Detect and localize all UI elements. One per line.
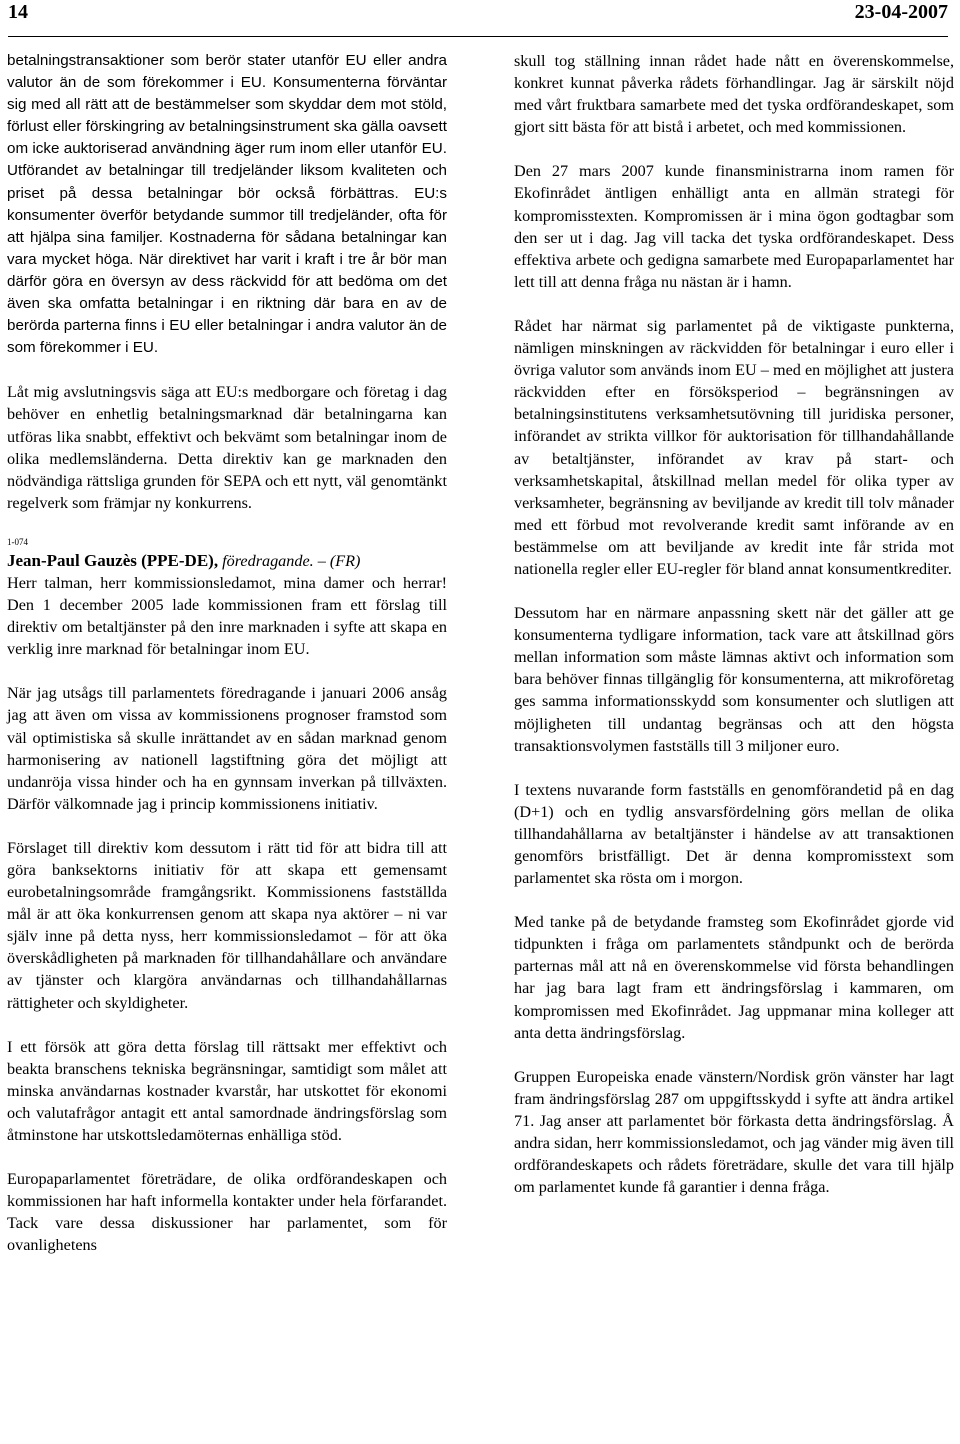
speaker-role: föredragande. — [222, 551, 314, 570]
left-column — [7, 50, 447, 1279]
speaker-line — [7, 550, 447, 572]
paragraph-left-7: Europaparlamentet företrädare, de olika ordförandeskapen och kommissionen har haft informella kontakter under hela förfarandet. Tack vare dessa diskussioner har parlamentet, som för ovanlighetens — [7, 1170, 447, 1255]
page-number: 14 — [8, 1, 28, 23]
paragraph-left-4: När jag utsågs till parlamentets föredragande i januari 2006 ansåg jag att även om vissa av kommissionens prognoser framstod som väl optimistiska så skulle inrättandet av en sådan marknad genom harmonisering av nationell lagstiftning göra det möjligt att undanröja vissa hinder och ha en gynnsam inverkan på tillväxten. Därför välkomnade jag i princip kommissionens initiativ. — [7, 684, 447, 813]
paragraph-right-2: Den 27 mars 2007 kunde finansministrarna inom ramen för Ekofinrådet äntligen enhälligt anta en allmän strategi för kompromisstexten. Kompromissen är i mina ögon godtagbar som den ser ut i dag. Jag vill tacka det tyska ordförandeskapet. Dess effektiva arbete och gedigna samarbete med Europaparlamentet har lett till att denna fråga nu nästan är i hamn. — [514, 162, 954, 291]
page-header — [8, 0, 948, 37]
paragraph-right-1: skull tog ställning innan rådet hade nått en överenskommelse, konkret kunnat påverka rådets förhandlingar. Jag är särskilt nöjd med vårt fruktbara samarbete med det tyska ordförandeskapet, som gjort sitt bästa för att bistå i arbetet, och med kommissionen. — [514, 52, 954, 137]
speech-reference: 1-074 — [7, 536, 28, 547]
session-date: 23-04-2007 — [854, 1, 948, 23]
paragraph-left-2: Låt mig avslutningsvis säga att EU:s medborgare och företag i dag behöver en enhetlig betalningsmarknad där betalningarna kan utföras lika snabbt, effektivt och bekvämt som betalningar inom de olika medlemsländerna. Detta direktiv kan ge marknaden den nödvändiga rättsliga grunden för SEPA och ett nytt, väl genomtänkt regelverk som främjar ny konkurrens. — [7, 383, 447, 512]
paragraph-right-3: Rådet har närmat sig parlamentet på de viktigaste punkterna, nämligen minskningen av räckvidden för betalningar i euro eller i övriga valutor som används inom EU – med en möjlighet att justera räckvidden efter en försöksperiod – begränsningen av betalningsinstitutens verksamhetsutövning till juridiska personer, införandet av strikta villkor för auktorisation för tillhandahållande av betaltjänster, införandet av krav på start- och verksamhetskapital, åtskillnad mellan medel för olika typer av verksamheter, begränsning av beviljande av kredit till tolv månader med ett förbud mot revolverande kredit samt införande av en bestämmelse om att beviljande av kredit inte får strida mot nationella regler eller EU-regler för bland annat konsumentkrediter. — [514, 316, 954, 578]
right-column — [514, 50, 954, 1220]
paragraph-left-6: I ett försök att göra detta förslag till rättsakt mer effektivt och beakta branschens tekniska begränsningar, samtidigt som målet att minska användarnas kostnader kvarstår, har utskottet för ekonomi och valutafrågor antagit ett antal samordnade ändringsförslag som åtminstone har utskottsledamöternas enhälliga stöd. — [7, 1037, 447, 1145]
paragraph-left-1: betalningstransaktioner som berör stater utanför EU eller andra valutor än de som förekommer i EU. Konsumenterna förväntar sig med all rätt att de bestämmelser som skyddar dem mot stöld, förlust eller förskingring av betalningsinstrument ska gälla oavsett om icke auktoriserad användning äger rum inom eller utanför EU. Utförandet av betalningar till tredjeländer liksom kvaliteten och priset på dessa betalningar bör också förbättras. EU:s konsumenter överför betydande summor till tredjeländer, ofta för att hjälpa sina familjer. Kostnaderna för sådana betalningar kan vara mycket höga. När direktivet har varit i kraft i tre år bör man därför göra en översyn av dess räckvidd för att bedöma om det även ska omfatta betalningar i en riktning där bara en av de berörda parterna finns i EU eller betalningar i andra valutor än de som förekommer i EU. — [7, 52, 447, 357]
speaker-language: – (FR) — [317, 551, 361, 570]
paragraph-left-3: Herr talman, herr kommissionsledamot, mina damer och herrar! Den 1 december 2005 lade kommissionen fram ett förslag till direktiv om betaltjänster på den inre marknaden i syfte att skapa en verklig inre marknad för betalningar inom EU. — [7, 573, 447, 659]
paragraph-right-4: Dessutom har en närmare anpassning skett när det gäller att ge konsumenterna tydligare information, tack vare att åtskillnad görs mellan information som måste lämnas aktivt och information som bara behöver finnas tillgänglig för konsumenterna, att mikroföretag ges samma informationsskydd som konsumenter och slutligen att möjligheten till undantag begränsas och att den högsta transaktionsvolymen fastställs till 3 miljoner euro. — [514, 604, 954, 755]
paragraph-right-7: Gruppen Europeiska enade vänstern/Nordisk grön vänster har lagt fram ändringsförslag 287 om uppgiftsskydd i syfte att ändra artikel 71. Jag anser att parlamentet bör förkasta detta ändringsförslag. Å andra sidan, herr kommissionsledamot, och jag vänder mig även till ordförandeskapets och rådets företrädare, skulle det vara till hjälp om parlamentet kunde få garantier i denna fråga. — [514, 1067, 954, 1197]
paragraph-right-5: I textens nuvarande form fastställs en genomförandetid på en dag (D+1) och en tydlig ansvarsfördelning görs mellan de olika tillhandahållarna av betaltjänster i händelse av att transaktionen genomförs bristfälligt. Det är denna kompromisstext som parlamentet ska rösta om i morgon. — [514, 780, 954, 888]
paragraph-left-5: Förslaget till direktiv kom dessutom i rätt tid för att bidra till att göra banksektorns initiativ för att skapa ett gemensamt eurobetalningsområde framgångsrikt. Kommissionens fastställda mål är att öka konkurrensen genom att skapa nya aktörer – ni var själv inne på detta nyss, herr kommissionsledamot – för att öka överskådligheten på marknaden för tillhandahållare och användare av tjänster och klargöra användarnas och tillhandahållarnas rättigheter och skyldigheter. — [7, 838, 447, 1012]
paragraph-right-6: Med tanke på de betydande framsteg som Ekofinrådet gjorde vid tidpunkten i fråga om parlamentets ståndpunkt och de berörda parternas mål att nå en överenskommelse vid första behandlingen har jag bara lagt fram ett ändringsförslag i kammaren, om kompromissen med Ekofinrådet. Jag uppmanar mina kolleger att anta detta ändringsförslag. — [514, 913, 954, 1042]
speaker-name: Jean-Paul Gauzès (PPE-DE), — [7, 550, 219, 570]
